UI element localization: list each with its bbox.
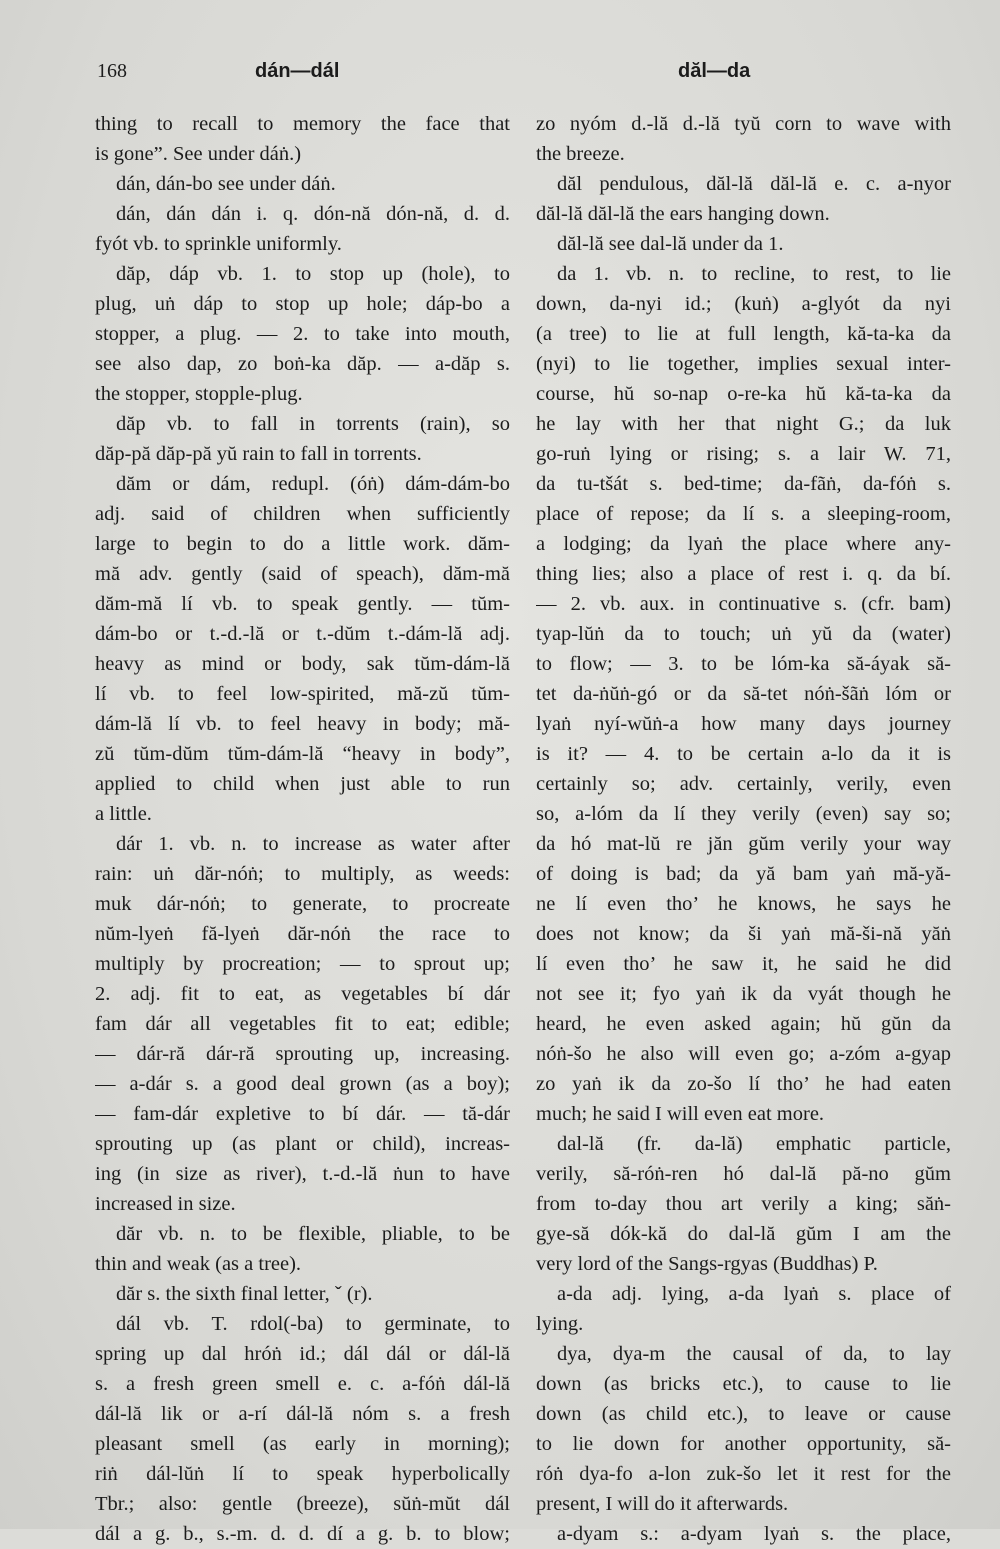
left-column-line: thing to recall to memory the face that (95, 113, 510, 135)
right-column-line: he lay with her that night G.; da luk (536, 413, 951, 435)
left-column-line: dán, dán-bo see under dáṅ. (116, 173, 336, 195)
left-column-line: ing (in size as river), t.-d.-lă ṅun to have (95, 1163, 510, 1185)
left-column-line: — a-dár s. a good deal grown (as a boy); (95, 1073, 510, 1095)
page-number: 168 (97, 60, 127, 82)
left-column-line: thin and weak (as a tree). (95, 1253, 302, 1275)
right-column-line: to lie down for another opportunity, să- (536, 1433, 951, 1455)
left-column-line: riṅ dál-lŭṅ lí to speak hyperbolically (95, 1463, 510, 1485)
right-column-line: certainly so; adv. certainly, verily, even (536, 773, 951, 795)
right-column-line: lí even tho’ he saw it, he said he did (536, 953, 951, 975)
right-column-line: does not know; da ši yaṅ mă-ši-nă yăṅ (536, 923, 951, 945)
left-column-line: dăm or dám, redupl. (óṅ) dám-dám-bo (116, 473, 510, 495)
left-column-line: increased in size. (95, 1193, 236, 1215)
right-column-line: the breeze. (536, 143, 625, 165)
left-column-line: sprouting up (as plant or child), increas- (95, 1133, 510, 1155)
right-column-line: — 2. vb. aux. in continuative s. (cfr. bam) (536, 593, 951, 615)
right-column-line: from to-day thou art verily a king; săṅ- (536, 1193, 951, 1215)
left-column-line: Tbr.; also: gentle (breeze), sŭṅ-mŭt dál (95, 1493, 510, 1515)
left-column-line: 2. adj. fit to eat, as vegetables bí dár (95, 983, 510, 1005)
left-column-line: dăp vb. to fall in torrents (rain), so (116, 413, 510, 435)
left-column-line: dăp-pă dăp-pă yŭ rain to fall in torrents. (95, 443, 422, 465)
right-column-line: (nyi) to lie together, implies sexual inter- (536, 353, 951, 375)
left-column-line: muk dár-nóṅ; to generate, to procreate (95, 893, 510, 915)
left-column-line: plug, uṅ dáp to stop up hole; dáp-bo a (95, 293, 510, 315)
left-column-line: dăp, dáp vb. 1. to stop up (hole), to (116, 263, 510, 285)
left-column-line: a little. (95, 803, 152, 825)
left-column-line: spring up dal hróṅ id.; dál dál or dál-lă (95, 1343, 510, 1365)
left-column-line: nŭm-lyeṅ fă-lyeṅ dăr-nóṅ the race to (95, 923, 510, 945)
left-column-line: pleasant smell (as early in morning); (95, 1433, 510, 1455)
right-column-line: thing lies; also a place of rest i. q. da bí. (536, 563, 951, 585)
left-column-line: applied to child when just able to run (95, 773, 510, 795)
left-column-line: large to begin to do a little work. dăm- (95, 533, 510, 555)
right-column-line: nóṅ-šo he also will even go; a-zóm a-gyap (536, 1043, 951, 1065)
left-column-line: rain: uṅ dăr-nóṅ; to multiply, as weeds: (95, 863, 510, 885)
right-column-line: not see it; fyo yaṅ ik da vyát though he (536, 983, 951, 1005)
right-column-line: dăl-lă see dal-lă under da 1. (557, 233, 784, 255)
right-column-line: da hó mat-lŭ re jăn gŭm verily your way (536, 833, 951, 855)
right-column-line: zo nyóm d.-lă d.-lă tyŭ corn to wave with (536, 113, 951, 135)
right-column-line: down (as bricks etc.), to cause to lie (536, 1373, 951, 1395)
right-column-line: tet da-ṅŭṅ-gó or da să-tet nóṅ-šãṅ lóm or (536, 683, 951, 705)
left-column-line: dár 1. vb. n. to increase as water after (116, 833, 510, 855)
right-column-line: go-ruṅ lying or rising; s. a lair W. 71, (536, 443, 951, 465)
right-column-line: verily, să-róṅ-ren hó dal-lă pă-no gŭm (536, 1163, 951, 1185)
right-column-line: ne lí even tho’ he knows, he says he (536, 893, 951, 915)
left-column-line: fyót vb. to sprinkle uniformly. (95, 233, 342, 255)
left-column-line: zŭ tŭm-dŭm tŭm-dám-lă “heavy in body”, (95, 743, 510, 765)
right-column-line: da 1. vb. n. to recline, to rest, to lie (557, 263, 951, 285)
left-column-line: see also dap, zo boṅ-ka dăp. — a-dăp s. (95, 353, 510, 375)
right-column-line: so, a-lóm da lí they verily (even) say so; (536, 803, 951, 825)
left-column-line: fam dár all vegetables fit to eat; edible; (95, 1013, 510, 1035)
right-column-line: down (as child etc.), to leave or cause (536, 1403, 951, 1425)
left-column-line: dál-lă lik or a-rí dál-lă nóm s. a fresh (95, 1403, 510, 1425)
right-column-line: a lodging; da lyaṅ the place where any- (536, 533, 951, 555)
right-column-line: place of repose; da lí s. a sleeping-room, (536, 503, 951, 525)
right-column-line: róṅ dya-fo a-lon zuk-šo let it rest for the (536, 1463, 951, 1485)
right-column-line: a-da adj. lying, a-da lyaṅ s. place of (557, 1283, 951, 1305)
right-column-line: tyap-lŭṅ da to touch; uṅ yŭ da (water) (536, 623, 951, 645)
right-column-line: da tu-tšát s. bed-time; da-fãṅ, da-fóṅ s. (536, 473, 951, 495)
right-column-line: much; he said I will even eat more. (536, 1103, 825, 1125)
left-column-line: is gone”. See under dáṅ.) (95, 143, 302, 165)
left-column-line: dál vb. T. rdol(-ba) to germinate, to (116, 1313, 510, 1335)
left-column-line: stopper, a plug. — 2. to take into mouth, (95, 323, 510, 345)
left-column-line: dál a g. b., s.-m. d. d. dí a g. b. to blow; (95, 1523, 510, 1545)
right-column-line: heard, he even asked again; hŭ gŭn da (536, 1013, 951, 1035)
left-column-line: adj. said of children when sufficiently (95, 503, 510, 525)
left-column-line: dán, dán dán i. q. dón-nă dón-nă, d. d. (116, 203, 510, 225)
left-column-line: lí vb. to feel low-spirited, mă-zŭ tŭm- (95, 683, 510, 705)
right-column-line: course, hŭ so-nap o-re-ka hŭ kă-ta-ka da (536, 383, 951, 405)
running-head (0, 60, 1000, 90)
right-headword: dăl—da (678, 60, 751, 82)
right-column-line: dya, dya-m the causal of da, to lay (557, 1343, 951, 1365)
right-column-line: down, da-nyi id.; (kuṅ) a-glyót da nyi (536, 293, 951, 315)
right-column-line: present, I will do it afterwards. (536, 1493, 789, 1515)
left-column-line: — dár-ră dár-ră sprouting up, increasing. (95, 1043, 510, 1065)
left-column-line: s. a fresh green smell e. c. a-fóṅ dál-lă (95, 1373, 510, 1395)
right-column-line: dal-lă (fr. da-lă) emphatic particle, (557, 1133, 951, 1155)
left-column-line: heavy as mind or body, sak tŭm-dám-lă (95, 653, 510, 675)
left-column-line: dăr vb. n. to be flexible, pliable, to be (116, 1223, 510, 1245)
right-column-line: (a tree) to lie at full length, kă-ta-ka da (536, 323, 951, 345)
left-column-line: the stopper, stopple-plug. (95, 383, 303, 405)
right-column-line: lyaṅ nyí-wŭṅ-a how many days journey (536, 713, 951, 735)
right-column-line: dăl-lă dăl-lă the ears hanging down. (536, 203, 830, 225)
right-column-line: to flow; — 3. to be lóm-ka să-áyak să- (536, 653, 951, 675)
right-column-line: gye-să dók-kă do dal-lă gŭm I am the (536, 1223, 951, 1245)
left-column-line: multiply by procreation; — to sprout up; (95, 953, 510, 975)
left-column-line: dám-bo or t.-d.-lă or t.-dŭm t.-dám-lă adj. (95, 623, 510, 645)
left-column (95, 109, 510, 1549)
right-column-line: lying. (536, 1313, 584, 1335)
right-column-line: is it? — 4. to be certain a-lo da it is (536, 743, 951, 765)
right-column-line: zo yaṅ ik da zo-šo lí tho’ he had eaten (536, 1073, 951, 1095)
left-column-line: dăr s. the sixth final letter, ˇ (r). (116, 1283, 373, 1305)
right-column-line: dăl pendulous, dăl-lă dăl-lă e. c. a-nyor (557, 173, 951, 195)
left-column-line: — fam-dár expletive to bí dár. — tă-dár (95, 1103, 510, 1125)
left-column-line: dăm-mă lí vb. to speak gently. — tŭm- (95, 593, 510, 615)
right-column-line: very lord of the Sangs-rgyas (Buddhas) P. (536, 1253, 878, 1275)
left-column-line: mă adv. gently (said of speach), dăm-mă (95, 563, 510, 585)
left-headword: dán—dál (255, 60, 340, 82)
left-column-line: dám-lă lí vb. to feel heavy in body; mă- (95, 713, 510, 735)
right-column-line: a-dyam s.: a-dyam lyaṅ s. the place, (557, 1523, 951, 1545)
right-column-line: of doing is bad; da yă bam yaṅ mă-yă- (536, 863, 951, 885)
right-column (536, 109, 951, 1549)
